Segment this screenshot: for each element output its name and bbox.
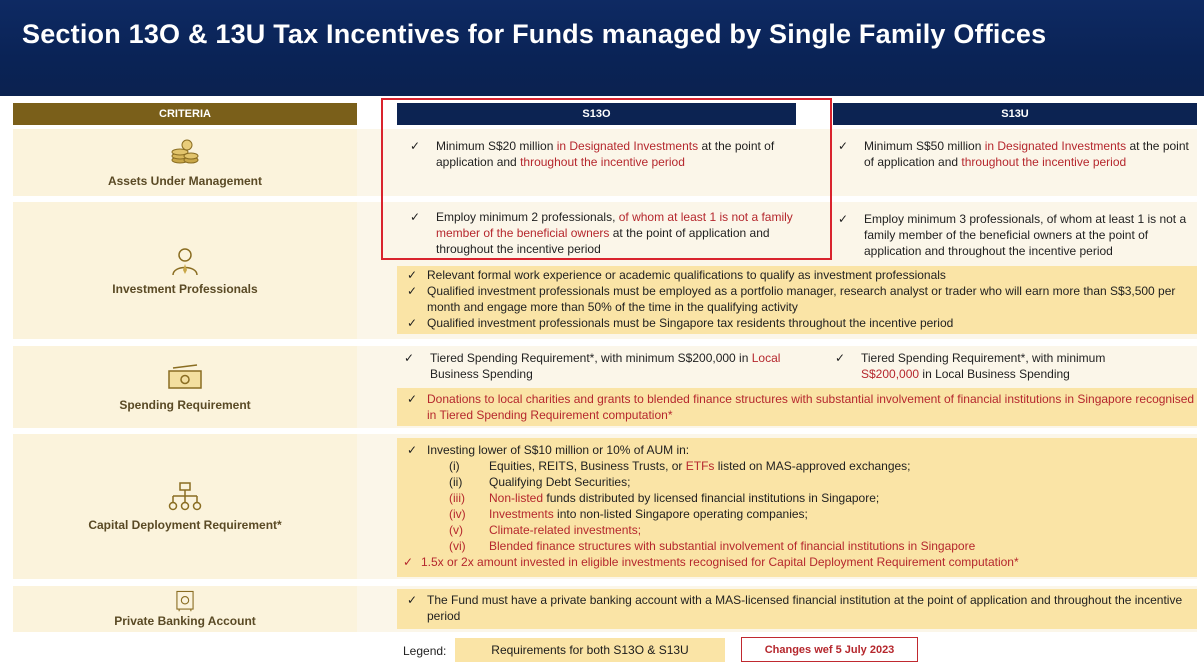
list-item: ✓ Investing lower of S$10 million or 10% of AUM in: <box>407 443 690 457</box>
criteria-label-professionals: Investment Professionals <box>112 281 258 296</box>
check-icon: ✓ <box>410 139 421 153</box>
header-s13o: S13O <box>397 103 796 125</box>
check-icon: ✓ <box>838 212 849 226</box>
list-item: (iv) Investments into non-listed Singapore operating companies; <box>449 507 808 521</box>
page-title: Section 13O & 13U Tax Incentives for Funds managed by Single Family Offices <box>22 19 1047 49</box>
criteria-label-spending: Spending Requirement <box>119 398 251 412</box>
legend-changes: Changes wef 5 July 2023 <box>741 637 918 662</box>
professionals-s13o: ✓ Employ minimum 2 professionals, of whom at least 1 is not a family member of the beneficial owners at the point of application and throughout the incentive period <box>410 210 793 256</box>
banknote-icon <box>165 362 205 392</box>
list-item: (ii) Qualifying Debt Securities; <box>449 475 631 489</box>
check-icon: ✓ <box>410 210 421 224</box>
list-item: (iii) Non-listed funds distributed by licensed financial institutions in Singapore; <box>449 491 880 505</box>
list-item: ✓ Relevant formal work experience or academic qualifications to qualify as investment professionals <box>407 268 946 282</box>
criteria-spending <box>13 346 357 428</box>
list-item: ✓ Qualified investment professionals must be Singapore tax residents throughout the incentive period <box>407 316 954 330</box>
list-item: (vi) Blended finance structures with substantial involvement of financial institutions in Singapore <box>449 539 976 553</box>
safe-icon <box>165 590 205 612</box>
criteria-professionals <box>13 202 357 339</box>
criteria-label-capital: Capital Deployment Requirement* <box>88 517 282 532</box>
criteria-banking <box>13 586 357 632</box>
criteria-label-aum: Assets Under Management <box>107 173 263 188</box>
list-item: ✓ Qualified investment professionals must be employed as a portfolio manager, research analyst or trader who will earn more than S$3,500 per month and engage more than 50% of the time in the qualifying activity <box>407 284 1176 314</box>
professionals-s13u: ✓ Employ minimum 3 professionals, of whom at least 1 is not a family member of the beneficial owners at the point of application and throughout the incentive period <box>838 212 1187 258</box>
spending-common <box>397 388 1197 426</box>
banking-common <box>397 589 1197 629</box>
list-item: ✓ 1.5x or 2x amount invested in eligible investments recognised for Capital Deployment Requirement computation* <box>403 555 1019 569</box>
aum-s13u: ✓ Minimum S$50 million in Designated Investments at the point of application and throughout the incentive period <box>838 139 1189 169</box>
check-icon: ✓ <box>835 351 846 365</box>
criteria-aum <box>13 129 357 196</box>
check-icon: ✓ <box>838 139 849 153</box>
coins-icon <box>165 138 205 168</box>
professionals-common <box>397 266 1197 334</box>
list-item: (i) Equities, REITS, Business Trusts, or ETFs listed on MAS-approved exchanges; <box>449 459 911 473</box>
criteria-capital <box>13 434 357 579</box>
aum-s13o: ✓ Minimum S$20 million in Designated Investments at the point of application and throughout the incentive period <box>410 139 775 169</box>
criteria-label-banking: Private Banking Account <box>114 614 256 628</box>
spending-s13o: ✓ Tiered Spending Requirement*, with minimum S$200,000 in Local Business Spending <box>404 351 781 381</box>
spending-s13u: ✓ Tiered Spending Requirement*, with minimum S$200,000 in Local Business Spending <box>835 351 1106 381</box>
s13o-highlight-box <box>381 98 832 260</box>
title-banner <box>0 0 1204 96</box>
list-item: ✓ Donations to local charities and grants to blended finance structures with substantial involvement of financial institutions in Singapore recognised in Tiered Spending Requirement computation* <box>407 392 1195 422</box>
capital-common <box>397 438 1197 577</box>
person-icon <box>165 246 205 276</box>
list-item: ✓ The Fund must have a private banking account with a MAS-licensed financial institution at the point of application and throughout the incentive period <box>407 593 1183 623</box>
legend-both: Requirements for both S13O & S13U <box>455 638 725 662</box>
hierarchy-icon <box>165 482 205 512</box>
header-s13u: S13U <box>833 103 1197 125</box>
header-criteria: CRITERIA <box>13 103 357 125</box>
check-icon: ✓ <box>404 351 415 365</box>
list-item: (v) Climate-related investments; <box>449 523 642 537</box>
legend-label: Legend: <box>403 644 447 658</box>
